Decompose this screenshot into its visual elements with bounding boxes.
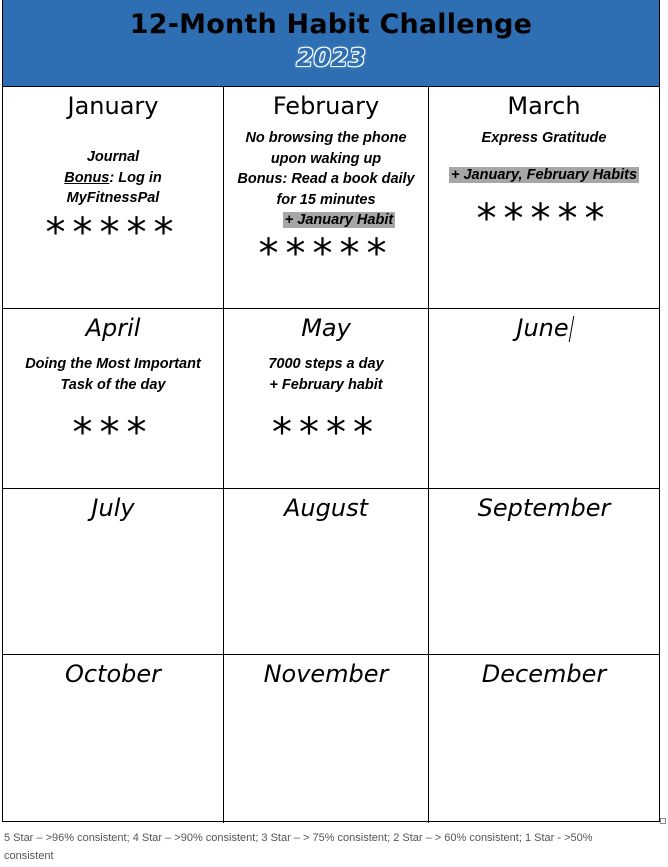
month-title: September <box>477 494 611 522</box>
month-cell-march[interactable] <box>429 87 659 308</box>
bonus-text: : Log in <box>109 169 162 186</box>
star-rating: ***** <box>45 209 181 256</box>
table-resize-handle[interactable] <box>660 818 666 824</box>
habit-description <box>429 128 659 185</box>
month-cell-may[interactable] <box>224 309 429 488</box>
rating-legend: 5 Star – >96% consistent; 4 Star – >90% consistent; 3 Star – > 75% consistent; 2 Star – > 60% consistent; 1 Star - >50% consistent <box>4 832 593 862</box>
goal-line: 7000 steps a day <box>268 356 384 372</box>
goal-line: + February habit <box>269 376 383 393</box>
month-cell-november[interactable] <box>224 655 429 823</box>
star-rating: ***** <box>258 230 394 277</box>
challenge-page <box>2 0 660 822</box>
goal-line: for 15 minutes <box>276 191 376 208</box>
month-cell-february[interactable] <box>224 87 429 308</box>
month-title: August <box>284 494 368 522</box>
bonus-label: Bonus <box>64 169 110 186</box>
month-title: June <box>516 314 569 342</box>
page-title: 12-Month Habit Challenge <box>129 9 533 40</box>
carryover-highlight: + January Habit <box>284 212 394 228</box>
grid-row <box>3 489 659 655</box>
habit-description <box>3 147 223 209</box>
goal-line: MyFitnessPal <box>66 190 160 206</box>
star-rating: **** <box>272 410 380 456</box>
habit-description <box>3 354 223 395</box>
month-cell-october[interactable] <box>3 655 224 823</box>
month-title: March <box>507 92 581 120</box>
bonus-line <box>3 168 223 189</box>
month-title: May <box>301 314 351 342</box>
header-banner <box>3 0 659 87</box>
grid-row <box>3 655 659 823</box>
text-cursor <box>568 316 574 342</box>
grid-row <box>3 309 659 489</box>
month-grid <box>3 87 659 823</box>
month-title: January <box>67 92 159 120</box>
month-title: October <box>64 660 162 688</box>
goal-line: upon waking up <box>270 150 382 167</box>
month-title: November <box>263 660 389 688</box>
goal-line: Express Gratitude <box>481 130 607 146</box>
grid-row <box>3 87 659 309</box>
goal-line: Doing the Most Important <box>25 356 201 372</box>
month-title-row <box>429 314 659 342</box>
star-rating: *** <box>72 410 154 456</box>
goal-line: Bonus: Read a book daily <box>237 171 415 187</box>
goal-line: Task of the day <box>60 376 166 393</box>
month-cell-september[interactable] <box>429 489 659 654</box>
month-title: February <box>272 92 380 120</box>
month-cell-december[interactable] <box>429 655 659 823</box>
year-label: 2023 <box>296 43 366 72</box>
carryover-highlight: + January, February Habits <box>450 166 638 183</box>
month-cell-june[interactable] <box>429 309 659 488</box>
month-cell-july[interactable] <box>3 489 224 654</box>
goal-line: No browsing the phone <box>245 130 407 146</box>
month-cell-august[interactable] <box>224 489 429 654</box>
carryover-line <box>429 165 659 186</box>
habit-description <box>224 128 428 231</box>
month-title: December <box>481 660 607 688</box>
month-title: July <box>91 494 135 522</box>
month-title: April <box>85 314 141 342</box>
goal-line: Journal <box>86 149 140 165</box>
star-rating: ***** <box>476 196 612 242</box>
carryover-line <box>224 210 428 231</box>
habit-description <box>224 354 428 395</box>
month-cell-april[interactable] <box>3 309 224 488</box>
month-cell-january[interactable] <box>3 87 224 308</box>
